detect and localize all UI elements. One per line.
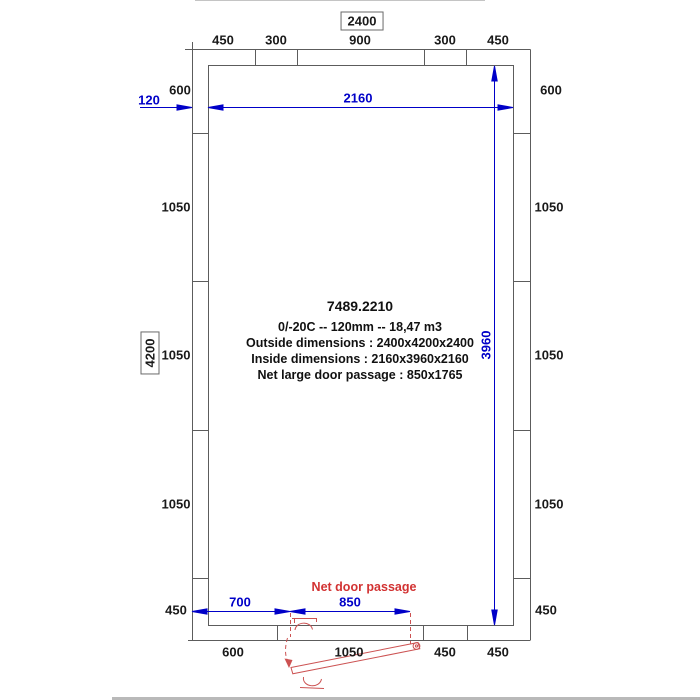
door-offset-label: 700 <box>229 594 251 610</box>
right-chain-label-1: 600 <box>540 82 562 98</box>
right-chain-label-5: 450 <box>535 602 557 618</box>
room-code-title: 7489.2210 <box>326 298 394 314</box>
door-passage-label: 850 <box>339 594 361 610</box>
left-chain-label-4: 1050 <box>161 496 191 512</box>
outside-dimensions-line: Outside dimensions : 2400x4200x2400 <box>246 335 474 350</box>
dimension-chain-bottom <box>188 626 531 641</box>
net-large-door-line: Net large door passage : 850x1765 <box>257 367 463 382</box>
top-chain-label-2: 300 <box>265 32 287 48</box>
bottom-chain-label-4: 450 <box>487 644 509 660</box>
inner-width-label: 2160 <box>343 90 373 106</box>
right-chain-label-4: 1050 <box>534 496 564 512</box>
arrowhead-right-icon <box>498 105 513 110</box>
bottom-chain-label-3: 450 <box>434 644 456 660</box>
inner-height-label: 3960 <box>478 330 494 360</box>
arrowhead-right-icon <box>395 609 410 614</box>
dimension-chain-top <box>185 50 531 66</box>
top-chain-label-4: 300 <box>434 32 456 48</box>
dimension-chain-right <box>514 50 531 641</box>
arrowhead-left-icon <box>192 609 207 614</box>
arrowhead-down-icon <box>492 610 497 625</box>
door-passage-dimension-line <box>290 609 410 614</box>
dimension-chain-left <box>193 42 209 640</box>
inner-width-dimension-line <box>208 105 513 110</box>
outside-height-total-box: 4200 <box>141 332 160 375</box>
door-offset-dimension-line <box>192 609 290 614</box>
arrowhead-left-icon <box>290 609 305 614</box>
door-handle-closed-icon <box>292 619 317 631</box>
door-swing-arrowhead-icon <box>285 659 293 669</box>
top-chain-label-5: 450 <box>487 32 509 48</box>
left-chain-label-5: 450 <box>165 602 187 618</box>
wall-thickness-label: 120 <box>138 92 160 108</box>
outside-width-total-box: 2400 <box>341 12 384 31</box>
left-chain-label-1: 600 <box>169 82 191 98</box>
arrowhead-up-icon <box>492 66 497 81</box>
top-chain-label-3: 900 <box>349 32 371 48</box>
arrowhead-right-icon <box>275 609 290 614</box>
page-edge-top <box>195 0 485 1</box>
bottom-chain-label-1: 600 <box>222 644 244 660</box>
bottom-chain-label-2: 1050 <box>334 644 364 660</box>
top-chain-label-1: 450 <box>212 32 234 48</box>
right-chain-label-3: 1050 <box>534 347 564 363</box>
door-handle-open-icon <box>300 677 324 689</box>
arrowhead-right-icon <box>177 105 192 110</box>
right-chain-label-2: 1050 <box>534 199 564 215</box>
room-spec-line: 0/-20C -- 120mm -- 18,47 m3 <box>278 319 442 334</box>
left-chain-label-2: 1050 <box>161 199 191 215</box>
net-door-passage-label: Net door passage <box>311 579 417 594</box>
arrowhead-left-icon <box>208 105 223 110</box>
inside-dimensions-line: Inside dimensions : 2160x3960x2160 <box>251 351 469 366</box>
left-chain-label-3: 1050 <box>161 347 191 363</box>
